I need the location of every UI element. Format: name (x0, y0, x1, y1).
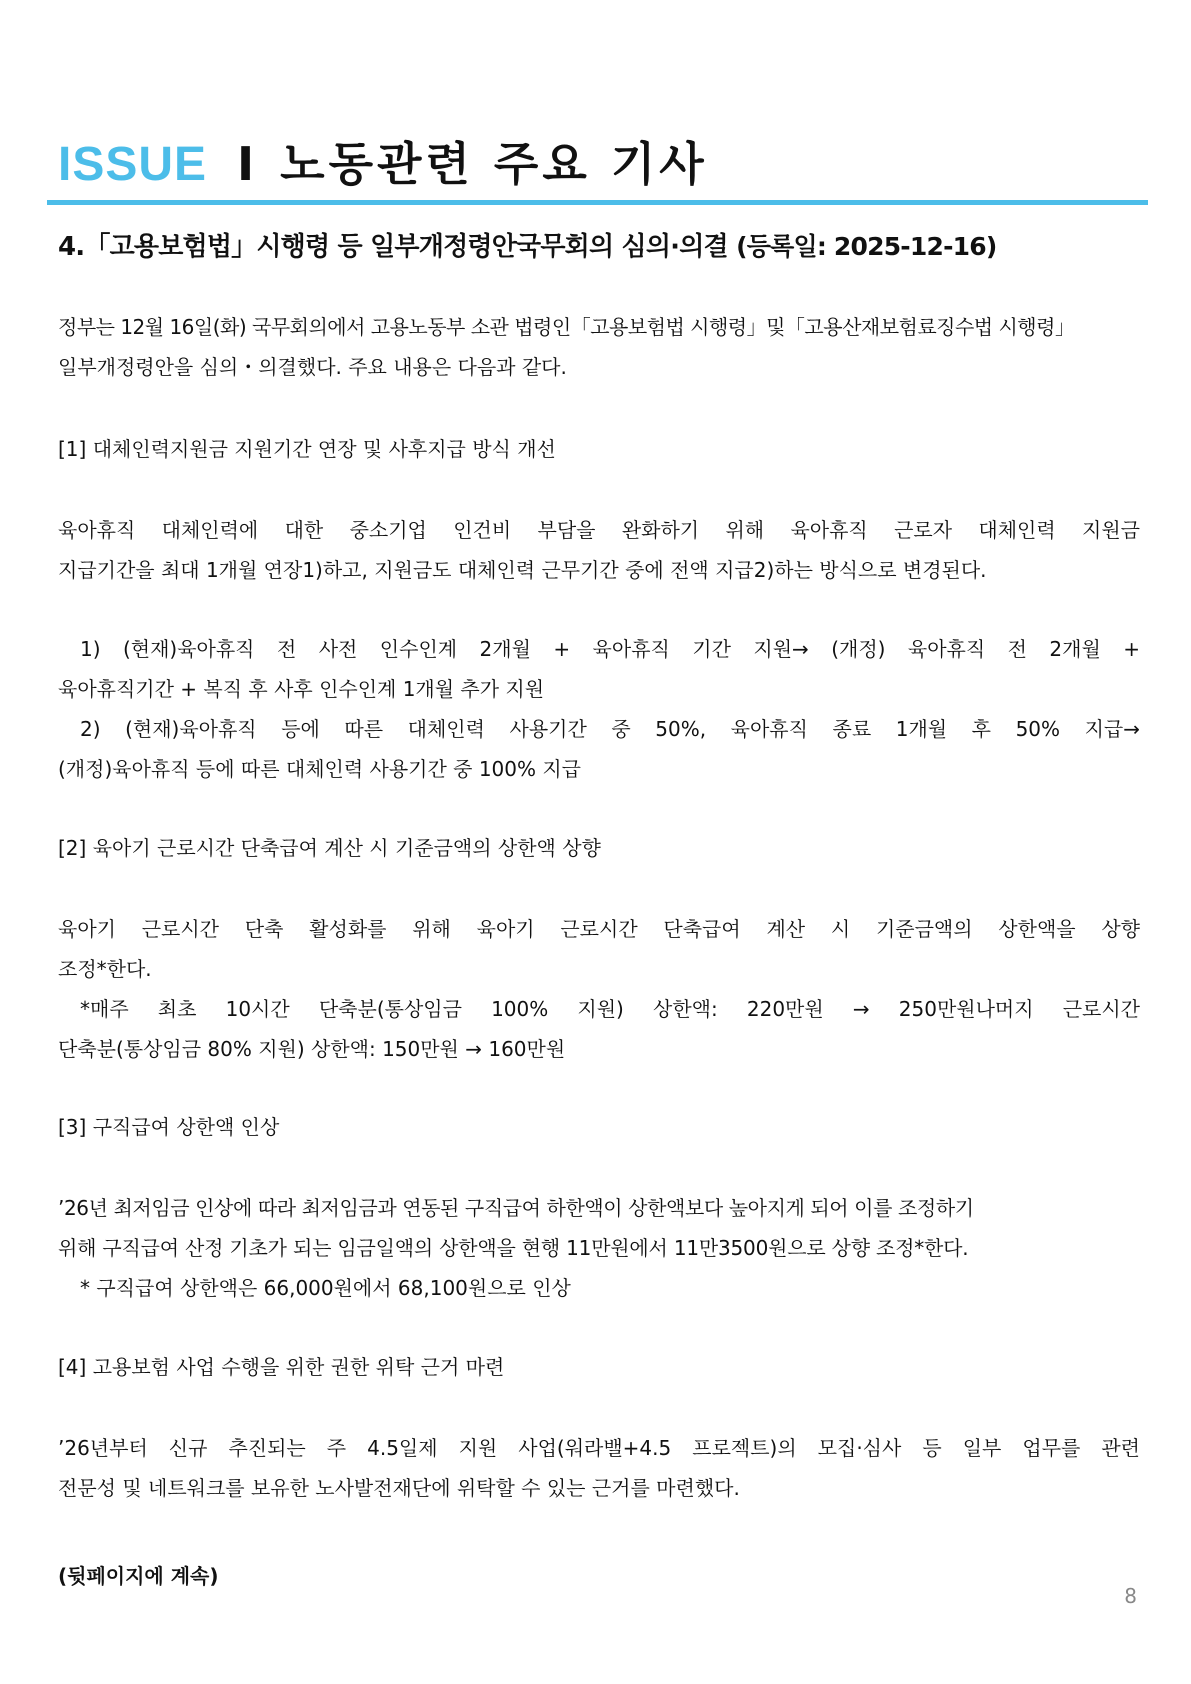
intro-line: 정부는 12월 16일(화) 국무회의에서 고용노동부 소관 법령인「고용보험법 시행령」및「고용산재보험료징수법 시행령」 (58, 315, 1075, 339)
article-title-text: 4.「고용보험법」시행령 등 일부개정령안국무회의 심의·의결 (58, 232, 728, 262)
body-line: ’26년부터 신규 추진되는 주 4.5일제 지원 사업(워라밸+4.5 프로젝트)의 모집·심사 등 일부 업무를 관련 (58, 1436, 1140, 1460)
article-title (58, 226, 1140, 263)
section-1-body (58, 510, 1140, 590)
section-4-body (58, 1428, 1140, 1508)
body-line: ’26년 최저임금 인상에 따라 최저임금과 연동된 구직급여 하한액이 상한액보다 높아지게 되어 이를 조정하기 (58, 1196, 974, 1220)
note-line: 2) (현재)육아휴직 등에 따른 대체인력 사용기간 중 50%, 육아휴직 종료 1개월 후 50% 지급→ (80, 717, 1140, 741)
header-issue: ISSUE (58, 138, 208, 191)
section-heading: [3] 구직급여 상한액 인상 (58, 1115, 280, 1139)
header-separator: I (237, 137, 255, 191)
section-heading: [1] 대체인력지원금 지원기간 연장 및 사후지급 방식 개선 (58, 437, 556, 461)
body-line: 육아기 근로시간 단축 활성화를 위해 육아기 근로시간 단축급여 계산 시 기준금액의 상한액을 상향 (58, 917, 1140, 941)
continued-note: (뒷페이지에 계속) (58, 1564, 219, 1588)
section-3-heading (58, 1107, 1140, 1147)
section-2-body (58, 909, 1140, 1069)
section-heading: [2] 육아기 근로시간 단축급여 계산 시 기준금액의 상한액 상향 (58, 836, 601, 860)
body-line: 조정*한다. (58, 957, 152, 981)
section-1-heading (58, 429, 1140, 469)
note-line: 단축분(통상임금 80% 지원) 상한액: 150만원 → 160만원 (58, 1037, 566, 1061)
section-1-notes (58, 629, 1140, 789)
body-line: 위해 구직급여 산정 기초가 되는 임금일액의 상한액을 현행 11만원에서 11만3500원으로 상향 조정*한다. (58, 1236, 969, 1260)
section-2-heading (58, 828, 1140, 868)
section-4-heading (58, 1347, 1140, 1387)
section-3-body (58, 1188, 1140, 1308)
body-line: 전문성 및 네트워크를 보유한 노사발전재단에 위탁할 수 있는 근거를 마련했다. (58, 1476, 740, 1500)
note-line: 1) (현재)육아휴직 전 사전 인수인계 2개월 + 육아휴직 기간 지원→ (개정) 육아휴직 전 2개월 + (80, 637, 1140, 661)
section-header (58, 128, 1138, 194)
body-line: 육아휴직 대체인력에 대한 중소기업 인건비 부담을 완화하기 위해 육아휴직 근로자 대체인력 지원금 (58, 518, 1140, 542)
header-title: 노동관련 주요 기사 (280, 137, 708, 191)
intro-paragraph (58, 307, 1140, 387)
note-line: *매주 최초 10시간 단축분(통상임금 100% 지원) 상한액: 220만원 → 250만원나머지 근로시간 (80, 997, 1140, 1021)
page-number: 8 (1124, 1584, 1137, 1608)
body-line: 지급기간을 최대 1개월 연장1)하고, 지원금도 대체인력 근무기간 중에 전액 지급2)하는 방식으로 변경된다. (58, 558, 987, 582)
note-line: * 구직급여 상한액은 66,000원에서 68,100원으로 인상 (80, 1276, 571, 1300)
note-line: (개정)육아휴직 등에 따른 대체인력 사용기간 중 100% 지급 (58, 757, 582, 781)
note-line: 육아휴직기간 + 복직 후 사후 인수인계 1개월 추가 지원 (58, 677, 545, 701)
article-registered-date: (등록일: 2025-12-16) (736, 232, 997, 261)
section-heading: [4] 고용보험 사업 수행을 위한 권한 위탁 근거 마련 (58, 1355, 505, 1379)
header-rule (47, 200, 1148, 205)
intro-line: 일부개정령안을 심의・의결했다. 주요 내용은 다음과 같다. (58, 355, 567, 379)
